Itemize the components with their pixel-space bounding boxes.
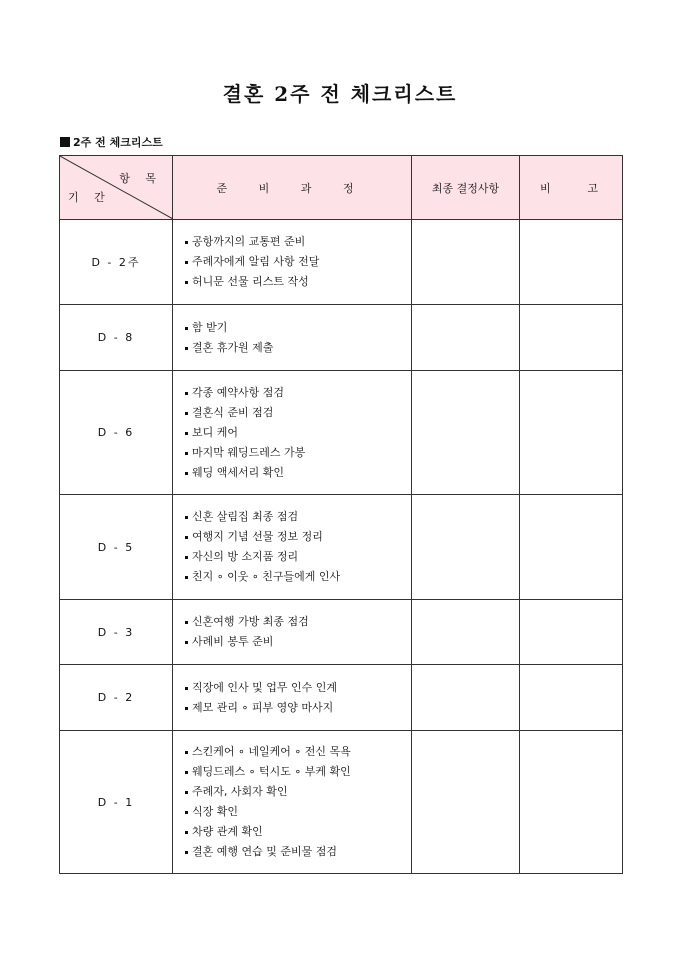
- tasks-cell: [173, 665, 412, 731]
- period-cell: D - 5: [60, 495, 173, 600]
- list-item: 자신의 방 소지품 정리: [185, 547, 411, 567]
- list-item: 보디 케어: [185, 423, 411, 443]
- diagonal-line: [60, 156, 173, 219]
- tasks-cell: [173, 220, 412, 305]
- table-row: [60, 371, 623, 495]
- list-item: 함 받기: [185, 318, 411, 338]
- tasks-cell: [173, 371, 412, 495]
- period-cell: D - 8: [60, 305, 173, 371]
- period-cell: D - 2: [60, 665, 173, 731]
- period-cell: D - 1: [60, 731, 173, 874]
- tasks-cell: [173, 305, 412, 371]
- remark-cell: [520, 371, 623, 495]
- final-decision-cell: [412, 495, 520, 600]
- header-item: 항 목: [119, 172, 162, 185]
- remark-cell: [520, 665, 623, 731]
- table-row: [60, 731, 623, 874]
- checklist-table: [59, 155, 623, 874]
- list-item: 직장에 인사 및 업무 인수 인계: [185, 678, 411, 698]
- tasks-cell: [173, 600, 412, 665]
- document-title: 결혼 2주 전 체크리스트: [222, 82, 458, 106]
- list-item: 신혼 살림집 최종 점검: [185, 507, 411, 527]
- list-item: 공항까지의 교통편 준비: [185, 232, 411, 252]
- list-item: 웨딩 액세서리 확인: [185, 463, 411, 483]
- header-remark-2: 고: [587, 181, 598, 195]
- final-decision-cell: [412, 731, 520, 874]
- final-decision-cell: [412, 665, 520, 731]
- header-final: 최종 결정사항: [412, 156, 520, 220]
- table-row: [60, 600, 623, 665]
- list-item: 여행지 기념 선물 정보 정리: [185, 527, 411, 547]
- black-square-icon: [60, 137, 70, 147]
- final-decision-cell: [412, 220, 520, 305]
- list-item: 결혼 휴가원 제출: [185, 338, 411, 358]
- header-remark-1: 비: [540, 181, 551, 195]
- list-item: 결혼 예행 연습 및 준비물 점검: [185, 842, 411, 862]
- header-row: [60, 156, 623, 220]
- remark-cell: [520, 731, 623, 874]
- remark-cell: [520, 305, 623, 371]
- header-remark: [520, 156, 623, 220]
- final-decision-cell: [412, 600, 520, 665]
- list-item: 마지막 웨딩드레스 가봉: [185, 443, 411, 463]
- period-cell: D - 3: [60, 600, 173, 665]
- section-label-text: 2주 전 체크리스트: [73, 136, 163, 149]
- list-item: 스킨케어 ∘ 네일케어 ∘ 전신 목욕: [185, 742, 411, 762]
- list-item: 식장 확인: [185, 802, 411, 822]
- list-item: 신혼여행 가방 최종 점검: [185, 612, 411, 632]
- remark-cell: [520, 495, 623, 600]
- list-item: 각종 예약사항 점검: [185, 383, 411, 403]
- table-row: [60, 495, 623, 600]
- period-cell: D - 6: [60, 371, 173, 495]
- table-row: [60, 305, 623, 371]
- list-item: 결혼식 준비 점검: [185, 403, 411, 423]
- list-item: 제모 관리 ∘ 피부 영양 마사지: [185, 698, 411, 718]
- list-item: 친지 ∘ 이웃 ∘ 친구들에게 인사: [185, 567, 411, 587]
- list-item: 웨딩드레스 ∘ 턱시도 ∘ 부케 확인: [185, 762, 411, 782]
- header-diagonal-cell: [60, 156, 173, 220]
- final-decision-cell: [412, 305, 520, 371]
- table-row: [60, 665, 623, 731]
- remark-cell: [520, 220, 623, 305]
- header-period: 기 간: [68, 191, 111, 204]
- period-cell: D - 2주: [60, 220, 173, 305]
- remark-cell: [520, 600, 623, 665]
- list-item: 주례자, 사회자 확인: [185, 782, 411, 802]
- header-process: 준 비 과 정: [173, 156, 412, 220]
- section-label: [60, 134, 163, 150]
- tasks-cell: [173, 731, 412, 874]
- list-item: 차량 관계 확인: [185, 822, 411, 842]
- tasks-cell: [173, 495, 412, 600]
- list-item: 주례자에게 알림 사항 전달: [185, 252, 411, 272]
- final-decision-cell: [412, 371, 520, 495]
- table-row: [60, 220, 623, 305]
- list-item: 허니문 선물 리스트 작성: [185, 272, 411, 292]
- list-item: 사례비 봉투 준비: [185, 632, 411, 652]
